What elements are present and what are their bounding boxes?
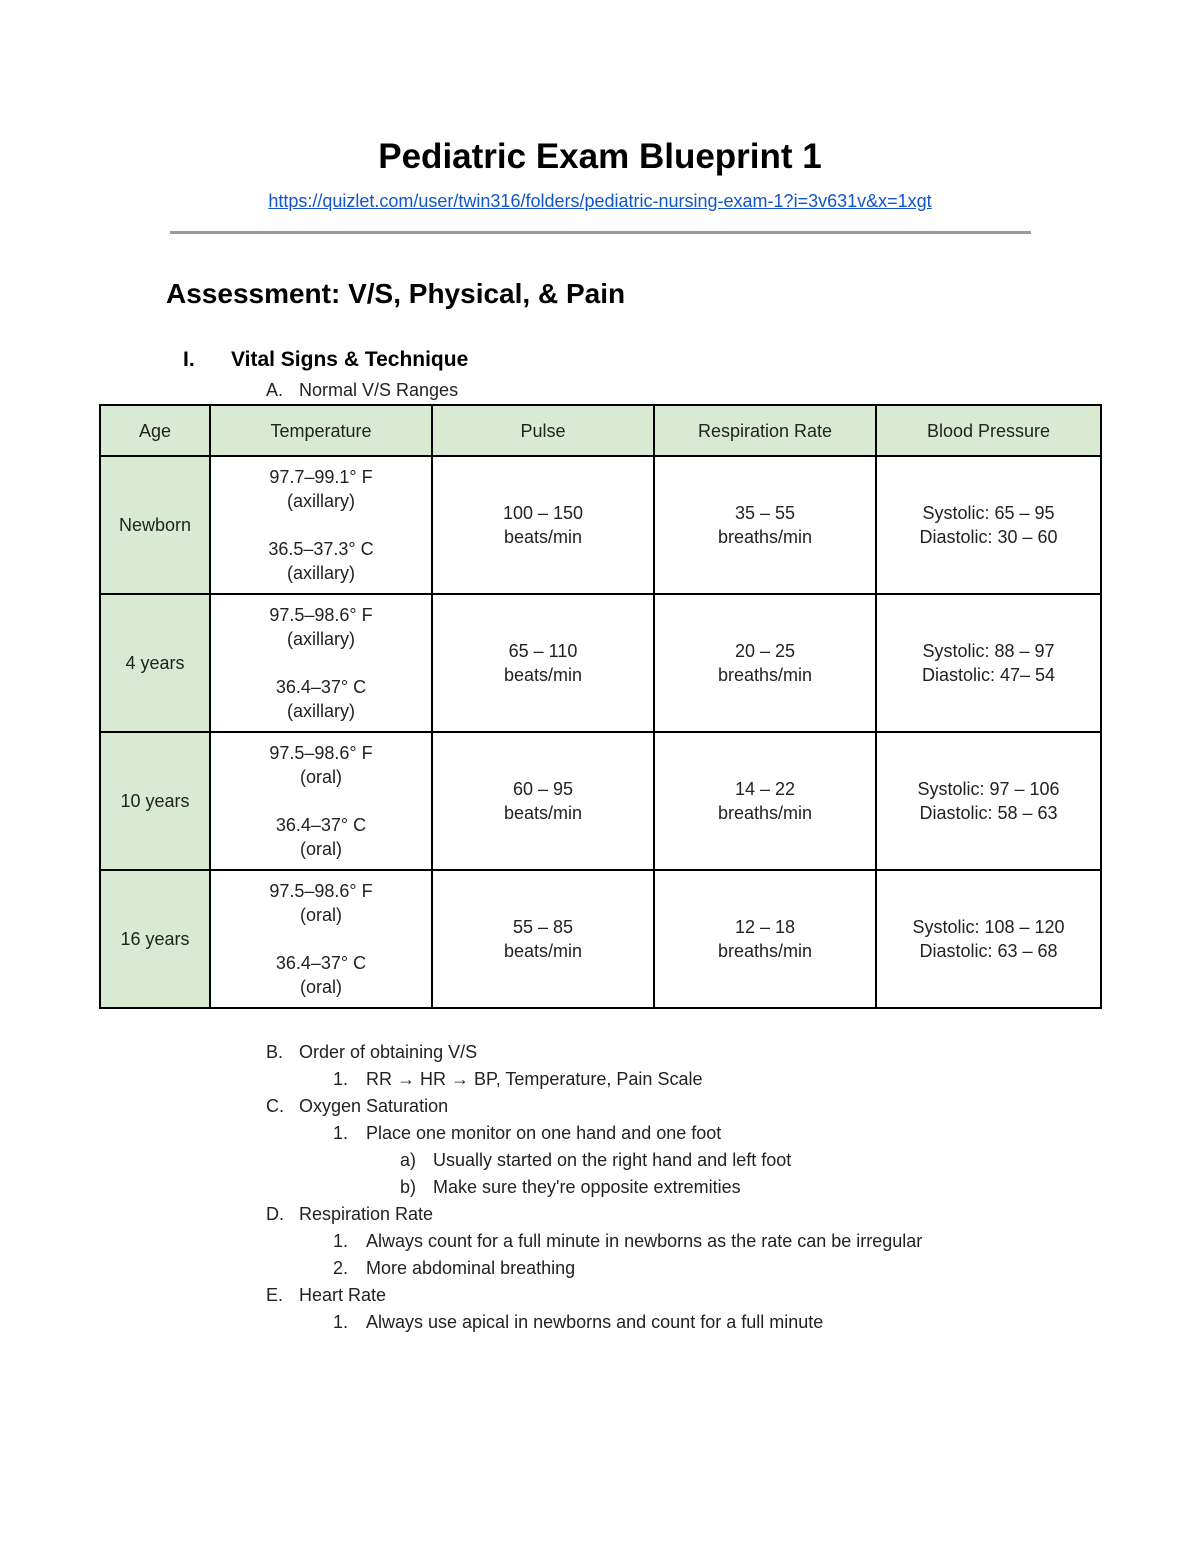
diastolic-range: Diastolic: 30 – 60: [919, 527, 1058, 547]
systolic-range: Systolic: 65 – 95: [922, 503, 1055, 523]
cell-respiration: [654, 732, 876, 870]
temp-fahrenheit: 97.5–98.6° F: [269, 743, 373, 763]
diastolic-range: Diastolic: 58 – 63: [919, 803, 1058, 823]
outline-marker: 2.: [333, 1258, 349, 1278]
cell-respiration: [654, 870, 876, 1008]
temp-fahrenheit: 97.5–98.6° F: [269, 605, 373, 625]
outline-item-text: Heart Rate: [299, 1285, 387, 1305]
header-respiration-rate: Respiration Rate: [654, 405, 876, 456]
respiration-unit: breaths/min: [717, 527, 813, 547]
temp-celsius-method: (axillary): [286, 701, 355, 721]
outline-list-item: [333, 1310, 823, 1334]
outline-subitem-normal-ranges: [266, 378, 458, 402]
cell-blood-pressure: [876, 870, 1101, 1008]
temp-fahrenheit-method: (axillary): [286, 629, 355, 649]
quizlet-link-line: [0, 189, 1200, 213]
quizlet-link[interactable]: https://quizlet.com/user/twin316/folders/pediatric-nursing-exam-1?i=3v631v&x=1xgt: [268, 191, 932, 211]
temp-celsius: 36.4–37° C: [275, 815, 367, 835]
section-heading: Assessment: V/S, Physical, & Pain: [166, 278, 626, 309]
temp-celsius: 36.4–37° C: [275, 953, 367, 973]
header-age: Age: [100, 405, 210, 456]
pulse-range: 100 – 150: [502, 503, 584, 523]
cell-blood-pressure: [876, 594, 1101, 732]
respiration-range: 12 – 18: [734, 917, 796, 937]
table-row: [100, 870, 1101, 1008]
outline-item-text: Usually started on the right hand and left foot: [433, 1150, 792, 1170]
respiration-unit: breaths/min: [717, 665, 813, 685]
respiration-range: 20 – 25: [734, 641, 796, 661]
table-row: [100, 456, 1101, 594]
cell-blood-pressure: [876, 456, 1101, 594]
pulse-unit: beats/min: [503, 527, 583, 547]
cell-pulse: [432, 870, 654, 1008]
outline-marker: 1.: [333, 1123, 349, 1143]
systolic-range: Systolic: 97 – 106: [917, 779, 1060, 799]
pulse-unit: beats/min: [503, 665, 583, 685]
cell-age: 10 years: [100, 732, 210, 870]
temp-fahrenheit-method: (oral): [299, 905, 342, 925]
outline-item-text: Oxygen Saturation: [299, 1096, 449, 1116]
temp-celsius-method: (axillary): [286, 563, 355, 583]
cell-temperature: [210, 870, 432, 1008]
pulse-range: 60 – 95: [512, 779, 574, 799]
table-row: [100, 732, 1101, 870]
temp-celsius-method: (oral): [299, 839, 342, 859]
outline-item-text: RR → HR → BP, Temperature, Pain Scale: [366, 1069, 703, 1089]
pulse-unit: beats/min: [503, 803, 583, 823]
outline-item-text: Make sure they're opposite extremities: [433, 1177, 741, 1197]
outline-marker: 1.: [333, 1312, 349, 1332]
temp-fahrenheit: 97.7–99.1° F: [269, 467, 373, 487]
cell-pulse: [432, 594, 654, 732]
temp-celsius: 36.4–37° C: [275, 677, 367, 697]
cell-age: 4 years: [100, 594, 210, 732]
outline-marker: a): [400, 1150, 417, 1170]
cell-age: Newborn: [100, 456, 210, 594]
outline-item-text: Always count for a full minute in newborns as the rate can be irregular: [366, 1231, 923, 1251]
respiration-unit: breaths/min: [717, 803, 813, 823]
outline-item-text: Always use apical in newborns and count for a full minute: [366, 1312, 824, 1332]
table-header-row: [100, 405, 1101, 456]
cell-respiration: [654, 594, 876, 732]
respiration-range: 35 – 55: [734, 503, 796, 523]
temp-celsius: 36.5–37.3° C: [268, 539, 374, 559]
outline-marker: 1.: [333, 1069, 349, 1089]
outline-list-item: [333, 1229, 922, 1253]
outline-subitem-text: Normal V/S Ranges: [299, 380, 459, 400]
respiration-unit: breaths/min: [717, 941, 813, 961]
systolic-range: Systolic: 88 – 97: [922, 641, 1055, 661]
outline-list-item: [400, 1148, 791, 1172]
outline-item-vital-signs: [183, 346, 468, 374]
outline-marker: I.: [183, 348, 195, 371]
header-blood-pressure: Blood Pressure: [876, 405, 1101, 456]
temp-fahrenheit-method: (oral): [299, 767, 342, 787]
temp-celsius-method: (oral): [299, 977, 342, 997]
systolic-range: Systolic: 108 – 120: [912, 917, 1065, 937]
outline-marker: b): [400, 1177, 417, 1197]
outline-item-text: Respiration Rate: [299, 1204, 434, 1224]
outline-marker: 1.: [333, 1231, 349, 1251]
cell-respiration: [654, 456, 876, 594]
cell-blood-pressure: [876, 732, 1101, 870]
cell-temperature: [210, 594, 432, 732]
vital-signs-table: [99, 404, 1102, 1009]
respiration-range: 14 – 22: [734, 779, 796, 799]
cell-temperature: [210, 456, 432, 594]
outline-list-item: [266, 1283, 386, 1307]
horizontal-rule: [170, 231, 1031, 234]
outline-marker: E.: [266, 1285, 284, 1305]
cell-age: 16 years: [100, 870, 210, 1008]
document-title: Pediatric Exam Blueprint 1: [378, 137, 822, 176]
outline-marker: C.: [266, 1096, 284, 1116]
temp-fahrenheit-method: (axillary): [286, 491, 355, 511]
diastolic-range: Diastolic: 47– 54: [921, 665, 1056, 685]
outline-item-text: Place one monitor on one hand and one foot: [366, 1123, 722, 1143]
cell-temperature: [210, 732, 432, 870]
pulse-range: 55 – 85: [512, 917, 574, 937]
outline-list-item: [266, 1094, 448, 1118]
outline-item-text: Order of obtaining V/S: [299, 1042, 478, 1062]
temp-fahrenheit: 97.5–98.6° F: [269, 881, 373, 901]
header-pulse: Pulse: [432, 405, 654, 456]
diastolic-range: Diastolic: 63 – 68: [919, 941, 1058, 961]
outline-list-item: [400, 1175, 741, 1199]
outline-marker: A.: [266, 380, 284, 400]
outline-marker: D.: [266, 1204, 284, 1224]
outline-item-text: More abdominal breathing: [366, 1258, 576, 1278]
outline-item-text: Vital Signs & Technique: [231, 348, 469, 371]
outline-list-item: [266, 1040, 477, 1064]
outline-marker: B.: [266, 1042, 284, 1062]
outline-list-item: [333, 1121, 721, 1145]
outline-list-item: [333, 1067, 702, 1091]
table-row: [100, 594, 1101, 732]
cell-pulse: [432, 732, 654, 870]
cell-pulse: [432, 456, 654, 594]
outline-list-item: [266, 1202, 433, 1226]
header-temperature: Temperature: [210, 405, 432, 456]
pulse-range: 65 – 110: [508, 641, 578, 661]
pulse-unit: beats/min: [503, 941, 583, 961]
outline-list-item: [333, 1256, 575, 1280]
